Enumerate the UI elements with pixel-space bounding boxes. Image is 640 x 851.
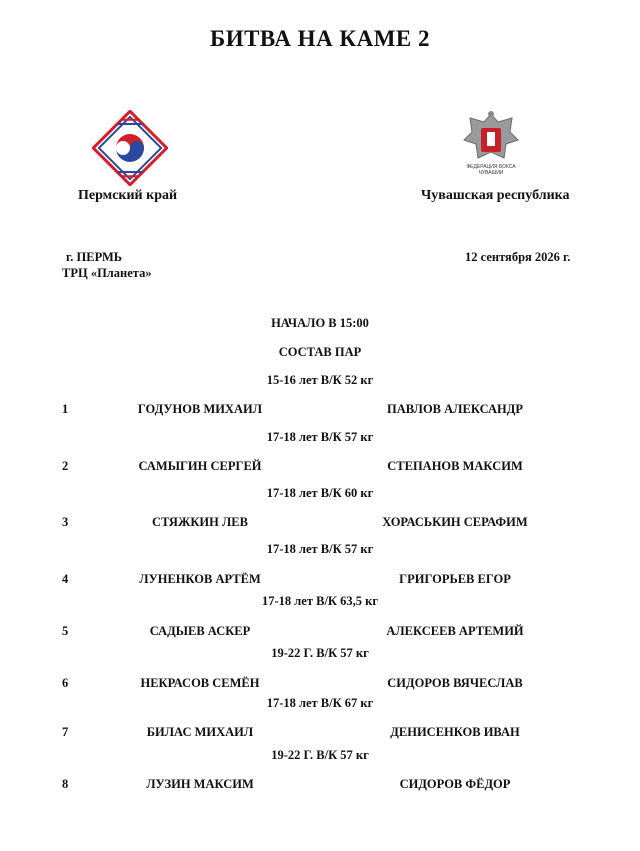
page-title: БИТВА НА КАМЕ 2 bbox=[209, 26, 431, 51]
bout-category: 17-18 лет В/К 63,5 кг bbox=[262, 594, 378, 608]
right-fighter: СТЕПАНОВ МАКСИМ bbox=[387, 459, 523, 473]
left-fighter: СТЯЖКИН ЛЕВ bbox=[152, 515, 248, 529]
bout-number: 4 bbox=[62, 572, 69, 586]
bout-category: 17-18 лет В/К 67 кг bbox=[266, 696, 374, 710]
right-fighter: СИДОРОВ ВЯЧЕСЛАВ bbox=[387, 676, 523, 690]
left-fighter: ЛУНЕНКОВ АРТЁМ bbox=[139, 572, 261, 586]
bout-number: 8 bbox=[62, 777, 69, 791]
left-fighter: ГОДУНОВ МИХАИЛ bbox=[137, 402, 263, 416]
left-fighter: ЛУЗИН МАКСИМ bbox=[146, 777, 254, 791]
perm-boxing-logo-icon bbox=[92, 110, 168, 186]
event-date: 12 сентября 2026 г. bbox=[465, 250, 571, 264]
left-fighter: БИЛАС МИХАИЛ bbox=[146, 725, 254, 739]
bout-category: 19-22 Г. В/К 57 кг bbox=[271, 748, 369, 762]
logo-text-line-2: ЧУВАШИИ bbox=[478, 170, 504, 176]
right-fighter: ХОРАСЬКИН СЕРАФИМ bbox=[382, 515, 528, 529]
start-time: НАЧАЛО В 15:00 bbox=[271, 316, 369, 330]
pairs-heading: СОСТАВ ПАР bbox=[278, 345, 362, 359]
bout-category: 17-18 лет В/К 57 кг bbox=[266, 542, 374, 556]
bout-number: 3 bbox=[62, 515, 69, 529]
logo-text-line-1: ФЕДЕРАЦИЯ БОКСА bbox=[466, 164, 516, 170]
bout-number: 7 bbox=[62, 725, 69, 739]
right-fighter: ПАВЛОВ АЛЕКСАНДР bbox=[387, 402, 523, 416]
bout-category: 15-16 лет В/К 52 кг bbox=[266, 373, 374, 387]
bout-category: 17-18 лет В/К 60 кг bbox=[266, 486, 374, 500]
left-fighter: САДЫЕВ АСКЕР bbox=[149, 624, 251, 638]
right-fighter: АЛЕКСЕЕВ АРТЕМИЙ bbox=[386, 624, 524, 638]
bout-number: 6 bbox=[62, 676, 69, 690]
left-region: Пермский край bbox=[78, 188, 178, 203]
right-region: Чувашская республика bbox=[421, 188, 570, 203]
venue: ТРЦ «Планета» bbox=[62, 266, 152, 280]
left-fighter: САМЫГИН СЕРГЕЙ bbox=[138, 459, 262, 473]
bout-number: 2 bbox=[62, 459, 69, 473]
right-fighter: ГРИГОРЬЕВ ЕГОР bbox=[399, 572, 511, 586]
chuvash-boxing-federation-logo-icon bbox=[460, 108, 522, 180]
right-fighter: СИДОРОВ ФЁДОР bbox=[399, 777, 511, 791]
city: г. ПЕРМЬ bbox=[66, 250, 123, 264]
bout-category: 19-22 Г. В/К 57 кг bbox=[271, 646, 369, 660]
left-fighter: НЕКРАСОВ СЕМЁН bbox=[140, 676, 260, 690]
bout-number: 5 bbox=[62, 624, 69, 638]
right-fighter: ДЕНИСЕНКОВ ИВАН bbox=[390, 725, 520, 739]
bout-number: 1 bbox=[62, 402, 69, 416]
bout-category: 17-18 лет В/К 57 кг bbox=[266, 430, 374, 444]
